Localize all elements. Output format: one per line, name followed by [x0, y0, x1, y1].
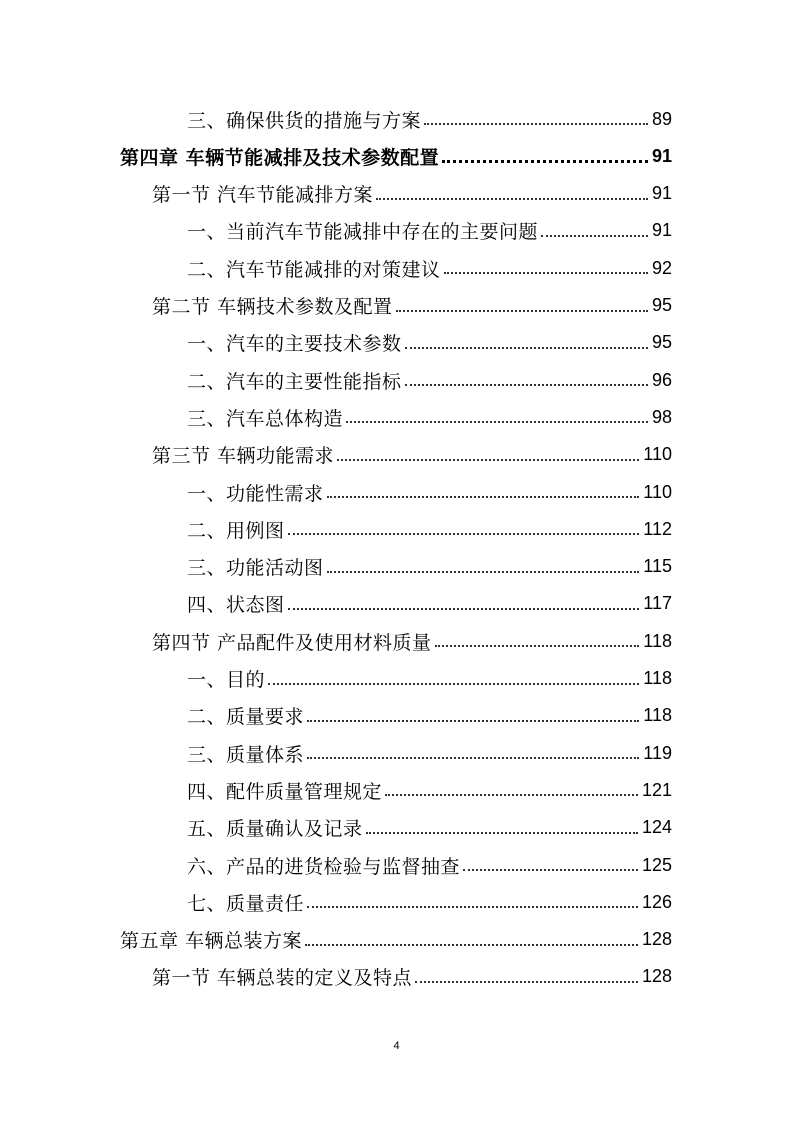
toc-entry-title: 三、功能活动图 [187, 557, 324, 580]
toc-entry[interactable] [187, 809, 672, 847]
toc-dot-leader [541, 235, 648, 237]
toc-dot-leader [305, 944, 638, 946]
toc-dot-leader [396, 310, 648, 312]
toc-entry-title: 四、配件质量管理规定 [187, 780, 383, 803]
toc-dot-leader [376, 198, 648, 200]
toc-dot-leader [346, 421, 648, 423]
toc-dot-leader [415, 981, 638, 983]
toc-entry-page: 118 [643, 630, 672, 651]
toc-dot-leader [288, 533, 640, 535]
toc-entry-page: 121 [641, 779, 672, 800]
toc-entry-page: 124 [641, 817, 672, 838]
toc-dot-leader [307, 720, 639, 722]
toc-entry-page: 128 [641, 966, 672, 987]
toc-entry-title: 一、目的 [187, 669, 266, 691]
toc-entry-title: 四、状态图 [187, 594, 285, 617]
toc-dot-leader [444, 272, 648, 274]
toc-entry[interactable] [187, 771, 672, 809]
toc-entry-page: 112 [643, 518, 672, 539]
toc-dot-leader [405, 384, 648, 386]
toc-dot-leader [366, 832, 638, 834]
toc-dot-leader [424, 123, 648, 125]
toc-dot-leader [385, 794, 638, 796]
toc-entry-title: 一、当前汽车节能减排中存在的主要问题 [187, 221, 539, 244]
toc-entry-page: 128 [641, 929, 672, 950]
toc-entry-title: 二、质量要求 [187, 706, 305, 729]
toc-entry-title: 第四章 车辆节能减排及技术参数配置 [120, 146, 440, 169]
toc-entry-page: 115 [643, 556, 672, 577]
toc-entry[interactable] [187, 660, 672, 698]
toc-entry[interactable] [187, 473, 672, 511]
toc-entry[interactable] [187, 212, 672, 250]
toc-entry[interactable] [187, 585, 672, 623]
toc-entry-title: 六、产品的进货检验与监督抽查 [187, 855, 461, 878]
toc-entry-page: 118 [643, 668, 672, 688]
toc-dot-leader [268, 683, 639, 685]
toc-entry[interactable] [120, 921, 672, 959]
toc-entry[interactable] [120, 137, 672, 175]
toc-entry-title: 三、质量体系 [187, 743, 305, 766]
toc-entry[interactable] [152, 622, 672, 660]
toc-dot-leader [405, 347, 648, 349]
toc-entry[interactable] [187, 846, 672, 884]
toc-dot-leader [442, 160, 648, 163]
toc-entry-page: 117 [643, 593, 672, 614]
toc-entry-title: 第二节 车辆技术参数及配置 [152, 296, 393, 318]
toc-entry-page: 91 [651, 183, 672, 204]
toc-entry[interactable] [187, 548, 672, 586]
toc-entry-page: 91 [651, 220, 672, 241]
toc-entry-page: 95 [651, 295, 672, 315]
toc-entry-title: 二、汽车节能减排的对策建议 [187, 258, 441, 281]
page-number: 4 [393, 1040, 400, 1052]
toc-entry-title: 第三节 车辆功能需求 [152, 445, 335, 468]
toc-entry-page: 110 [643, 444, 672, 465]
toc-entry[interactable] [187, 697, 672, 735]
toc-entry[interactable] [152, 958, 672, 996]
toc-entry-page: 126 [641, 891, 672, 912]
toc-entry-page: 96 [651, 369, 672, 390]
toc-entry[interactable] [152, 287, 672, 325]
toc-entry-title: 三、汽车总体构造 [187, 407, 344, 430]
toc-entry-title: 七、质量责任 [187, 892, 305, 915]
toc-entry-title: 第一节 车辆总装的定义及特点 [152, 967, 413, 990]
toc-entry-title: 一、功能性需求 [187, 482, 324, 505]
toc-entry-page: 125 [641, 854, 672, 875]
toc-entry-page: 98 [651, 406, 672, 427]
toc-entry-title: 第四节 产品配件及使用材料质量 [152, 631, 432, 654]
toc-entry[interactable] [187, 249, 672, 287]
toc-dot-leader [307, 757, 639, 759]
toc-entry-title: 二、汽车的主要性能指标 [187, 370, 402, 393]
toc-dot-leader [288, 608, 640, 610]
toc-entry[interactable] [187, 361, 672, 399]
toc-entry-page: 92 [651, 257, 672, 278]
toc-entry-title: 三、确保供货的措施与方案 [187, 109, 422, 132]
toc-entry[interactable] [152, 436, 672, 474]
toc-entry-title: 第五章 车辆总装方案 [120, 930, 303, 953]
toc-entry[interactable] [187, 510, 672, 548]
toc-entry-page: 110 [643, 481, 672, 502]
toc-dot-leader [327, 496, 640, 498]
toc-entry-page: 95 [651, 332, 672, 353]
toc-entry[interactable] [152, 175, 672, 213]
toc-dot-leader [463, 869, 638, 871]
toc-entry-page: 89 [651, 108, 672, 129]
toc-entry-page: 91 [651, 145, 672, 166]
toc-entry-page: 118 [643, 705, 672, 726]
toc-dot-leader [435, 645, 640, 647]
toc-entry[interactable] [187, 398, 672, 436]
toc-entry-title: 五、质量确认及记录 [187, 818, 363, 841]
toc-entry-title: 二、用例图 [187, 519, 285, 542]
toc-dot-leader [307, 906, 638, 908]
toc-entry[interactable] [187, 100, 672, 138]
toc-dot-leader [337, 459, 639, 461]
toc-dot-leader [327, 571, 640, 573]
toc-entry-title: 第一节 汽车节能减排方案 [152, 184, 374, 207]
toc-entry-title: 一、汽车的主要技术参数 [187, 333, 402, 356]
toc-entry[interactable] [187, 324, 672, 362]
toc-entry-page: 119 [643, 742, 672, 763]
toc-entry[interactable] [187, 734, 672, 772]
toc-entry[interactable] [187, 883, 672, 921]
